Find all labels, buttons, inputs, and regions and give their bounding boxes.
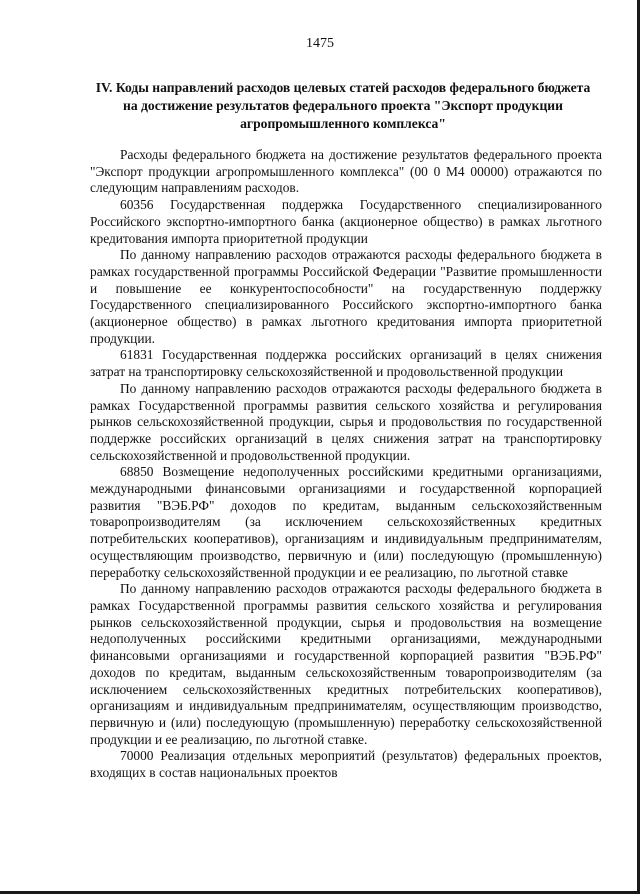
code-60356-title: 60356 Государственная поддержка Государственного специализированного Российского экспортно-импортного банка (акционерное общество) в рамках льготного кредитования импорта приоритетной продукции	[90, 197, 602, 246]
page-number: 1475	[306, 36, 334, 51]
code-68850-description: По данному направлению расходов отражаются расходы федерального бюджета в рамках Государственной программы развития сельского хозяйства и регулирования рынков сельскохозяйственной продукции, сырья и продовольствия на возмещение недополученных российскими кредитными организациями, международными финансовыми организациями и государственной корпорацией развития "ВЭБ.РФ" доходов по кредитам, выданным сельскохозяйственным товаропроизводителям (за исключением сельскохозяйственных кредитных потребительских кооперативов), организациям и индивидуальным предпринимателям, осуществляющим производство, первичную и (или) последующую (промышленную) переработку сельскохозяйственной продукции и ее реализацию, по льготной ставке.	[90, 581, 602, 747]
code-60356-description: По данному направлению расходов отражаются расходы федерального бюджета в рамках государственной программы Российской Федерации "Развитие промышленности и повышение ее конкурентоспособности" на государственную поддержку Государственного специализированного Российского экспортно-импортного банка (акционерное общество) в рамках льготного кредитования импорта приоритетной продукции.	[90, 247, 602, 346]
document-body	[90, 147, 602, 782]
code-61831-description: По данному направлению расходов отражаются расходы федерального бюджета в рамках Государственной программы развития сельского хозяйства и регулирования рынков сельскохозяйственной продукции, сырья и продовольствия по государственной поддержке российских организаций в целях снижения затрат на транспортировку сельскохозяйственной и продовольственной продукции.	[90, 380, 602, 463]
code-61831-title: 61831 Государственная поддержка российских организаций в целях снижения затрат на транспортировку сельскохозяйственной и продовольственной продукции	[90, 347, 602, 380]
intro-paragraph: Расходы федерального бюджета на достижение результатов федерального проекта "Экспорт продукции агропромышленного комплекса" (00 0 М4 00000) отражаются по следующим направлениям расходов.	[90, 147, 602, 196]
code-68850-title: 68850 Возмещение недополученных российскими кредитными организациями, международными финансовыми организациями и государственной корпорацией развития "ВЭБ.РФ" доходов по кредитам, выданным сельскохозяйственным товаропроизводителям (за исключением сельскохозяйственных кредитных потребительских кооперативов), организациям и индивидуальным предпринимателям, осуществляющим производство, первичную и (или) последующую (промышленную) переработку сельскохозяйственной продукции и ее реализацию, по льготной ставке	[90, 464, 602, 580]
section-heading: IV. Коды направлений расходов целевых статей расходов федерального бюджета на достижение результатов федерального проекта "Экспорт продукции агропромышленного комплекса"	[95, 80, 591, 131]
code-70000-title: 70000 Реализация отдельных мероприятий (результатов) федеральных проектов, входящих в состав национальных проектов	[90, 748, 602, 781]
